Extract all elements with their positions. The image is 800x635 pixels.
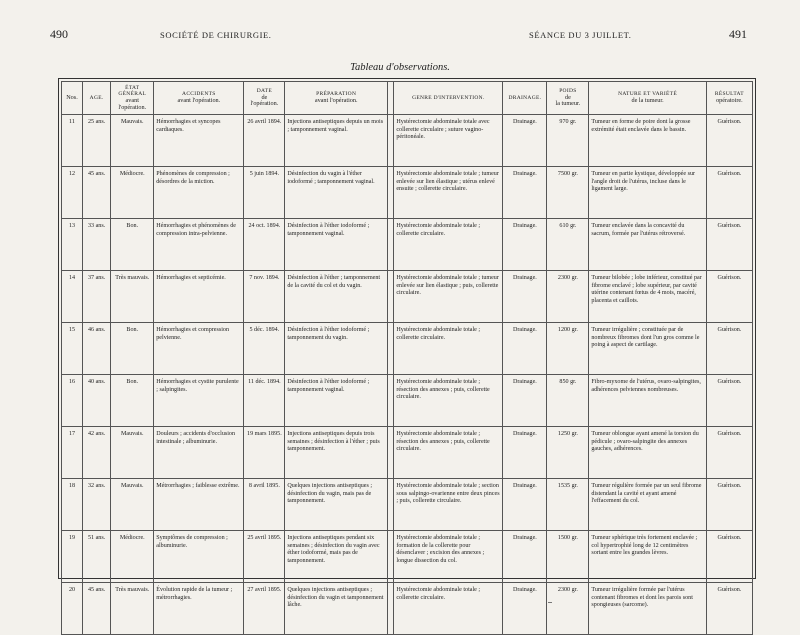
right-page-number: 491 xyxy=(729,27,747,41)
table-row xyxy=(62,115,753,167)
header-poids: POIDS de la tumeur. xyxy=(547,82,589,115)
header-date: DATE de l'opération. xyxy=(244,82,285,115)
table-row xyxy=(62,531,753,583)
cell-accidents: Hémorrhagies et compression pelvienne. xyxy=(154,323,244,375)
cell-poids: 970 gr. xyxy=(547,115,589,167)
header-etat: ÉTAT GÉNÉRAL avant l'opération. xyxy=(111,82,154,115)
cell-date: 19 mars 1895. xyxy=(244,427,285,479)
table-header-row xyxy=(62,82,753,115)
cell-preparation: Injections antiseptiques depuis un mois ; tamponnement vaginal. xyxy=(285,115,388,167)
cell-preparation: Désinfection à l'éther iodoformé ; tamponnement du vagin. xyxy=(285,323,388,375)
cell-no: 19 xyxy=(62,531,83,583)
cell-resultat: Guérison. xyxy=(706,427,752,479)
cell-date: 25 avril 1895. xyxy=(244,531,285,583)
observations-table xyxy=(61,81,753,635)
table-row xyxy=(62,323,753,375)
cell-preparation: Injections antiseptiques pendant six semaines ; désinfection du vagin avec éther iodoformé, mais pas de tamponnement. xyxy=(285,531,388,583)
cell-accidents: Évolution rapide de la tumeur ; métrorrhagies. xyxy=(154,583,244,635)
table-row xyxy=(62,219,753,271)
header-accidents: ACCIDENTS avant l'opération. xyxy=(154,82,244,115)
cell-genre: Hystérectomie abdominale totale ; formation de la collerette pour désenclaver ; excision des annexes ; longue dissection du col. xyxy=(394,531,503,583)
cell-nature: Tumeur irrégulière formée par l'utérus contenant fibromes et dont les parois sont spongieuses (sarcome). xyxy=(589,583,706,635)
cell-resultat: Guérison. xyxy=(706,375,752,427)
cell-poids: 2300 gr. xyxy=(547,271,589,323)
cell-resultat: Guérison. xyxy=(706,219,752,271)
cell-nature: Tumeur enclavée dans la concavité du sacrum, formée par l'utérus rétroversé. xyxy=(589,219,706,271)
cell-etat: Très mauvais. xyxy=(111,271,154,323)
cell-date: 27 avril 1895. xyxy=(244,583,285,635)
cell-accidents: Phénomènes de compression ; désordres de la miction. xyxy=(154,167,244,219)
cell-age: 51 ans. xyxy=(82,531,110,583)
cell-drainage: Drainage. xyxy=(503,375,547,427)
cell-etat: Très mauvais. xyxy=(111,583,154,635)
cell-resultat: Guérison. xyxy=(706,479,752,531)
cell-poids: 7500 gr. xyxy=(547,167,589,219)
cell-date: 7 nov. 1894. xyxy=(244,271,285,323)
cell-nature: Tumeur irrégulière ; constituée par de nombreux fibromes dont l'un gros comme le poing à aspect de cartilage. xyxy=(589,323,706,375)
cell-etat: Médiocre. xyxy=(111,531,154,583)
cell-nature: Fibro-myxome de l'utérus, ovaro-salpingites, adhérences pelviennes nombreuses. xyxy=(589,375,706,427)
cell-date: 8 avril 1895. xyxy=(244,479,285,531)
table-row xyxy=(62,427,753,479)
cell-age: 32 ans. xyxy=(82,479,110,531)
cell-age: 46 ans. xyxy=(82,323,110,375)
cell-age: 45 ans. xyxy=(82,167,110,219)
cell-genre: Hystérectomie abdominale totale ; collerette circulaire. xyxy=(394,323,503,375)
cell-genre: Hystérectomie abdominale totale ; section sous salpingo-ovarienne entre deux pinces ; puis, collerette circulaire. xyxy=(394,479,503,531)
cell-age: 42 ans. xyxy=(82,427,110,479)
cell-no: 13 xyxy=(62,219,83,271)
cell-poids: 1200 gr. xyxy=(547,323,589,375)
cell-etat: Mauvais. xyxy=(111,115,154,167)
cell-age: 37 ans. xyxy=(82,271,110,323)
table-row xyxy=(62,479,753,531)
cell-date: 11 déc. 1894. xyxy=(244,375,285,427)
cell-etat: Bon. xyxy=(111,219,154,271)
cell-preparation: Désinfection à l'éther iodoformé ; tamponnement vaginal. xyxy=(285,375,388,427)
cell-etat: Bon. xyxy=(111,375,154,427)
cell-preparation: Quelques injections antiseptiques ; désinfection du vagin et tamponnement lâche. xyxy=(285,583,388,635)
cell-genre: Hystérectomie abdominale totale ; tumeur enlevée sur lien élastique ; puis, collerette circulaire. xyxy=(394,271,503,323)
cell-resultat: Guérison. xyxy=(706,271,752,323)
cell-poids: 1535 gr. xyxy=(547,479,589,531)
cell-date: 26 avril 1894. xyxy=(244,115,285,167)
table-row xyxy=(62,375,753,427)
cell-genre: Hystérectomie abdominale totale ; collerette circulaire. xyxy=(394,583,503,635)
cell-resultat: Guérison. xyxy=(706,323,752,375)
cell-nature: Tumeur en forme de poire dont la grosse extrémité était enclavée dans le bassin. xyxy=(589,115,706,167)
cell-no: 17 xyxy=(62,427,83,479)
cell-preparation: Désinfection du vagin à l'éther iodoformé ; tamponnement vaginal. xyxy=(285,167,388,219)
table-row xyxy=(62,271,753,323)
cell-accidents: Hémorrhagies et phénomènes de compression intra-pelvienne. xyxy=(154,219,244,271)
cell-resultat: Guérison. xyxy=(706,583,752,635)
header-nature: NATURE ET VARIÉTÉ de la tumeur. xyxy=(589,82,706,115)
cell-no: 14 xyxy=(62,271,83,323)
cell-age: 40 ans. xyxy=(82,375,110,427)
cell-resultat: Guérison. xyxy=(706,115,752,167)
cell-drainage: Drainage. xyxy=(503,479,547,531)
header-genre: GENRE D'INTERVENTION. xyxy=(394,82,503,115)
cell-accidents: Hémorrhagies et syncopes cardiaques. xyxy=(154,115,244,167)
cell-age: 25 ans. xyxy=(82,115,110,167)
cell-poids: 850 gr. xyxy=(547,375,589,427)
cell-genre: Hystérectomie abdominale totale ; résection des annexes ; puis, collerette circulaire. xyxy=(394,427,503,479)
cell-drainage: Drainage. xyxy=(503,271,547,323)
cell-drainage: Drainage. xyxy=(503,583,547,635)
header-resultat: RÉSULTAT opératoire. xyxy=(706,82,752,115)
right-running-title: SÉANCE DU 3 JUILLET. xyxy=(529,30,632,40)
cell-no: 12 xyxy=(62,167,83,219)
cell-drainage: Drainage. xyxy=(503,219,547,271)
cell-accidents: Symptômes de compression ; albuminurie. xyxy=(154,531,244,583)
cell-no: 11 xyxy=(62,115,83,167)
cell-poids: 610 gr. xyxy=(547,219,589,271)
cell-no: 15 xyxy=(62,323,83,375)
cell-etat: Mauvais. xyxy=(111,427,154,479)
cell-preparation: Désinfection à l'éther ; tamponnement de la cavité du col et du vagin. xyxy=(285,271,388,323)
cell-age: 45 ans. xyxy=(82,583,110,635)
cell-date: 5 juin 1894. xyxy=(244,167,285,219)
cell-nature: Tumeur régulière formée par un seul fibrome distendant la cavité et ayant amené l'effacement du col. xyxy=(589,479,706,531)
cell-genre: Hystérectomie abdominale totale ; résection des annexes ; puis, collerette circulaire. xyxy=(394,375,503,427)
cell-drainage: Drainage. xyxy=(503,167,547,219)
cell-preparation: Quelques injections antiseptiques ; désinfection du vagin, mais pas de tamponnement. xyxy=(285,479,388,531)
cell-accidents: Hémorrhagies et cystite purulente ; salpingites. xyxy=(154,375,244,427)
printer-mark xyxy=(548,602,552,603)
cell-nature: Tumeur oblongue ayant amené la torsion du pédicule ; ovaro-salpingite des annexes gauches, adhérences. xyxy=(589,427,706,479)
cell-etat: Bon. xyxy=(111,323,154,375)
cell-drainage: Drainage. xyxy=(503,427,547,479)
cell-drainage: Drainage. xyxy=(503,323,547,375)
left-running-title: SOCIÉTÉ DE CHIRURGIE. xyxy=(160,30,272,40)
cell-genre: Hystérectomie abdominale totale ; tumeur enlevée sur lien élastique ; utérus enlevé ensuite ; collerette circulaire. xyxy=(394,167,503,219)
cell-poids: 1500 gr. xyxy=(547,531,589,583)
header-age: AGE. xyxy=(82,82,110,115)
cell-resultat: Guérison. xyxy=(706,167,752,219)
cell-genre: Hystérectomie abdominale totale ; collerette circulaire. xyxy=(394,219,503,271)
cell-etat: Mauvais. xyxy=(111,479,154,531)
cell-no: 20 xyxy=(62,583,83,635)
cell-no: 18 xyxy=(62,479,83,531)
cell-date: 24 oct. 1894. xyxy=(244,219,285,271)
cell-drainage: Drainage. xyxy=(503,115,547,167)
cell-accidents: Métrorrhagies ; faiblesse extrême. xyxy=(154,479,244,531)
cell-date: 5 déc. 1894. xyxy=(244,323,285,375)
cell-nature: Tumeur en partie kystique, développée sur l'angle droit de l'utérus, incluse dans le ligament large. xyxy=(589,167,706,219)
header-preparation: PRÉPARATION avant l'opération. xyxy=(285,82,388,115)
cell-accidents: Douleurs ; accidents d'occlusion intestinale ; albuminurie. xyxy=(154,427,244,479)
cell-no: 16 xyxy=(62,375,83,427)
cell-drainage: Drainage. xyxy=(503,531,547,583)
cell-resultat: Guérison. xyxy=(706,531,752,583)
header-drainage: DRAINAGE. xyxy=(503,82,547,115)
cell-poids: 1250 gr. xyxy=(547,427,589,479)
cell-accidents: Hémorrhagies et septicémie. xyxy=(154,271,244,323)
cell-nature: Tumeur sphérique très fortement enclavée ; col hypertrophié long de 12 centimètres sortant entre les grandes lèvres. xyxy=(589,531,706,583)
table-title: Tableau d'observations. xyxy=(350,62,450,73)
cell-nature: Tumeur bilobée ; lobe inférieur, constitué par fibrome enclavé ; lobe supérieur, par cavité utérine contenant fœtus de 4 mois, macéré, placenta et caillots. xyxy=(589,271,706,323)
cell-age: 33 ans. xyxy=(82,219,110,271)
cell-etat: Médiocre. xyxy=(111,167,154,219)
table-row xyxy=(62,583,753,635)
cell-preparation: Désinfection à l'éther iodoformé ; tamponnement vaginal. xyxy=(285,219,388,271)
cell-genre: Hystérectomie abdominale totale avec collerette circulaire ; suture vagino-péritonéale. xyxy=(394,115,503,167)
cell-poids: 2300 gr. xyxy=(547,583,589,635)
left-page-number: 490 xyxy=(50,27,68,41)
table-row xyxy=(62,167,753,219)
header-no: Nos. xyxy=(62,82,83,115)
cell-preparation: Injections antiseptiques depuis trois semaines ; désinfection à l'éther ; puis tamponnement. xyxy=(285,427,388,479)
